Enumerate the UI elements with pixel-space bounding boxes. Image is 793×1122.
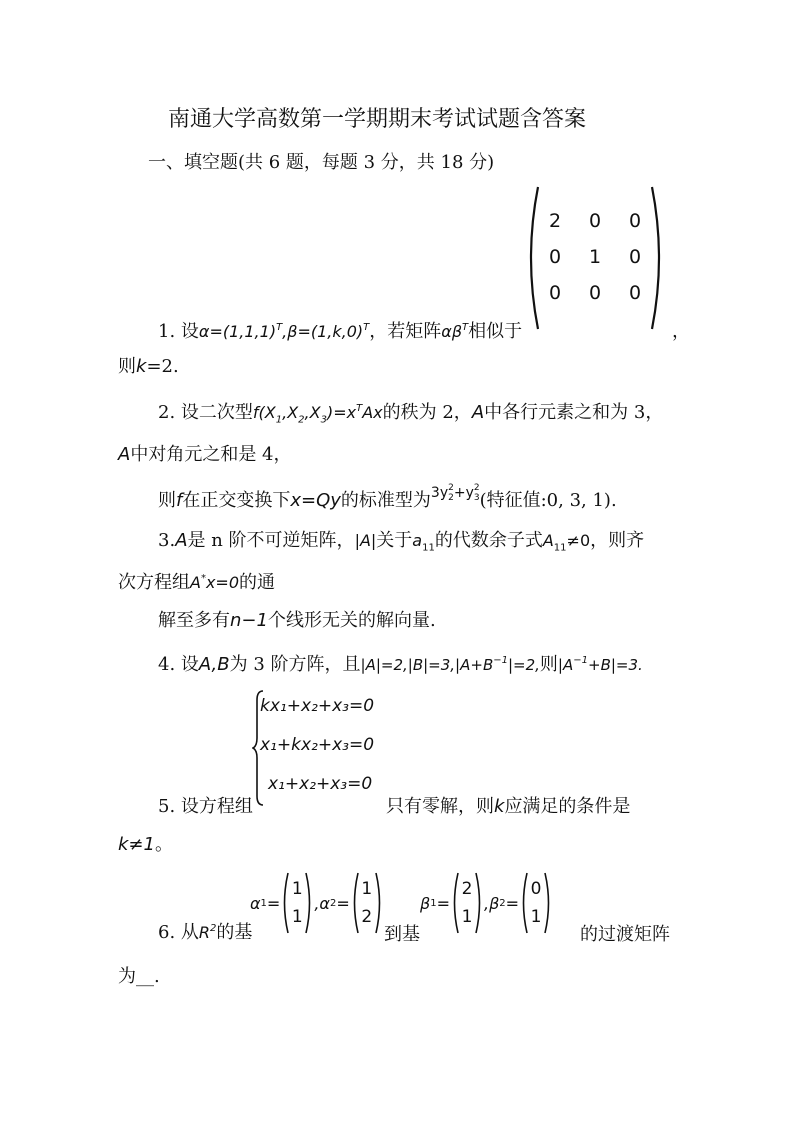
q5-answer: k≠1。 — [118, 834, 173, 855]
page-title: 南通大学高数第一学期期末考试试题含答案 — [168, 107, 587, 132]
vector-beta2: 0 1 — [519, 870, 553, 936]
vector-alpha1: 1 1 — [280, 870, 314, 936]
q2-line3: 则f在正交变换下x=Qy的标准型为$^{3y 2 2 +y 2 3}$ (特征值:0, 3, 1). — [158, 483, 617, 511]
matrix-cell: 1 — [588, 246, 602, 268]
q1-answer: 则k=2. — [118, 356, 179, 377]
q6-line2: 为__. — [118, 966, 160, 987]
q3-line2: 次方程组A*x=0的通 — [118, 572, 276, 593]
matrix-cell: 0 — [628, 282, 642, 304]
matrix-cell: 0 — [588, 282, 602, 304]
matrix-cell: 0 — [548, 246, 562, 268]
q5-system — [252, 688, 392, 808]
equation: x₁+x₂+x₃=0 — [268, 774, 373, 794]
q2-line2: A中对角元之和是 4， — [118, 444, 292, 465]
matrix-cell: 0 — [548, 282, 562, 304]
equation: x₁+kx₂+x₃=0 — [260, 735, 375, 755]
q5-tail: 只有零解，则k应满足的条件是 — [386, 796, 631, 817]
matrix-cell: 0 — [628, 210, 642, 232]
q3-line1: 3.A是 n 阶不可逆矩阵，|A|关于$a_{11}$的代数余子式$A_{11}\ne 0$，则齐 — [158, 530, 645, 554]
q6-lead: 6. 从$R^2$的基 — [158, 922, 253, 943]
q1-line: 1. 设$\alpha=(1,1,1)^T,\beta=(1,k,0)^T$，若矩阵$\alpha\beta^T$相似于 — [158, 321, 523, 342]
matrix-cell: 0 — [628, 246, 642, 268]
q6-basis-alpha: α 1 = 1 1 ,α 2 = 1 2 — [250, 868, 384, 938]
q6-tail: 的过渡矩阵 — [580, 924, 670, 945]
vector-alpha2: 1 2 — [350, 870, 384, 936]
q6-basis-beta: β 1 = 2 1 ,β 2 = 0 1 — [420, 868, 553, 938]
matrix-cell: 0 — [588, 210, 602, 232]
q6-to: 到基 — [384, 924, 420, 945]
q1-matrix — [522, 183, 668, 333]
q3-line3: 解至多有n−1个线形无关的解向量. — [158, 610, 436, 631]
q2-line1: 2. 设二次型$f(X_1,X_2,X_3)=x^TAx$的秩为 2，A中各行元素之和为 3， — [158, 402, 664, 426]
section-heading: 一、填空题(共 6 题，每题 3 分，共 18 分) — [148, 152, 495, 173]
q1-comma: ， — [672, 321, 690, 342]
q4-line: 4. 设A,B为 3 阶方阵，且$|A|=2,|B|=3,|A+B^{-1}|=2$,则$|A^{-1}+B|=3$. — [158, 654, 643, 675]
equation: kx₁+x₂+x₃=0 — [260, 696, 375, 716]
vector-beta1: 2 1 — [450, 870, 484, 936]
matrix-cell: 2 — [548, 210, 562, 232]
q5-lead: 5. 设方程组 — [158, 796, 253, 817]
